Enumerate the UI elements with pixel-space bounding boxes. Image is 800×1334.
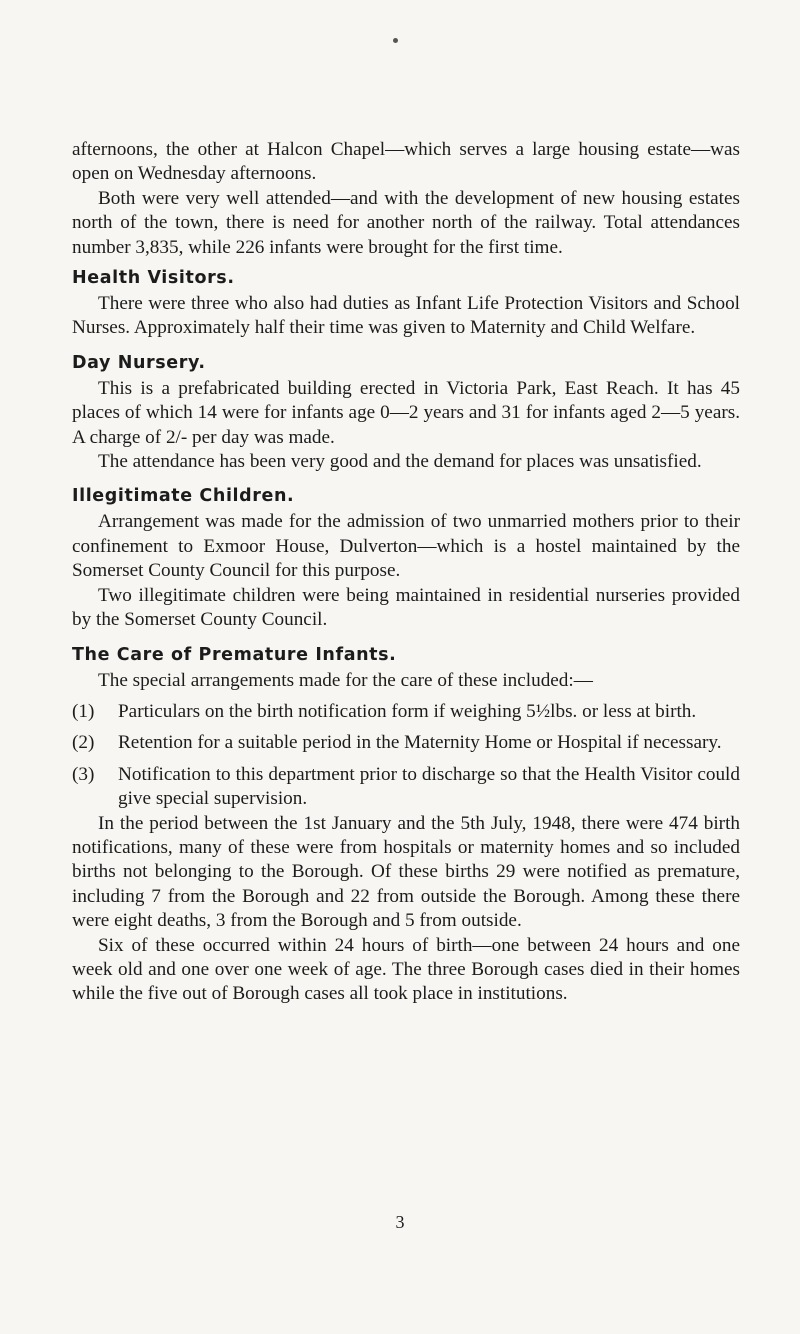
- list-item-text: Retention for a suitable period in the Maternity Home or Hospital if necessary.: [118, 732, 722, 754]
- list-item-number: (2): [72, 732, 95, 754]
- illegitimate-paragraph-2: Two illegitimate children were being maintained in residential nurseries provided by the Somerset County Council.: [72, 584, 740, 631]
- list-item-text: Particulars on the birth notification form if weighing 5½lbs. or less at birth.: [118, 700, 697, 722]
- heading-day-nursery: Day Nursery.: [72, 352, 206, 373]
- health-visitors-paragraph: There were three who also had duties as Infant Life Protection Visitors and School Nurses. Approximately half their time was given to Maternity and Child Welfare.: [72, 293, 740, 339]
- heading-health-visitors: Health Visitors.: [72, 268, 235, 289]
- document-page: [72, 138, 740, 1007]
- day-nursery-paragraph-2: The attendance has been very good and the demand for places was unsatisfied.: [98, 451, 702, 473]
- premature-intro: The special arrangements made for the care of these included:—: [98, 669, 593, 691]
- list-item-number: (3): [72, 763, 95, 785]
- day-nursery-paragraph-1: This is a prefabricated building erected in Victoria Park, East Reach. It has 45 places of which 14 were for infants age 0—2 years and 31 for infants aged 2—5 years. A charge of 2/- per day was made.: [72, 377, 740, 448]
- premature-paragraph-2: Six of these occurred within 24 hours of birth—one between 24 hours and one week old and one over one week of age. The three Borough cases died in their homes while the five out of Borough cases all took place in institutions.: [72, 934, 740, 1005]
- list-item: [72, 731, 740, 755]
- heading-premature-infants: The Care of Premature Infants.: [72, 644, 397, 665]
- list-item-number: (1): [72, 700, 95, 722]
- intro-paragraph-1: afternoons, the other at Halcon Chapel—which serves a large housing estate—was open on Wednesday afternoons.: [72, 139, 740, 185]
- page-number: 3: [395, 1212, 405, 1232]
- illegitimate-paragraph-1: Arrangement was made for the admission of two unmarried mothers prior to their confinement to Exmoor House, Dulverton—which is a hostel maintained by the Somerset County Council for this purpose.: [72, 511, 740, 582]
- heading-illegitimate-children: Illegitimate Children.: [72, 486, 295, 507]
- intro-paragraph-2: Both were very well attended—and with the development of new housing estates north of the town, there is need for another north of the railway. Total attendances number 3,835, while 226 infants were brought for the first time.: [72, 187, 740, 258]
- list-item: [72, 763, 740, 812]
- premature-paragraph-1: In the period between the 1st January and the 5th July, 1948, there were 474 birth notifications, many of these were from hospitals or maternity homes and so included births not belonging to the Borough. Of these births 29 were notified as premature, including 7 from the Borough and 22 from outside the Borough. Among these there were eight deaths, 3 from the Borough and 5 from outside.: [72, 812, 740, 932]
- list-item-text: Notification to this department prior to discharge so that the Health Visitor could give special supervision.: [118, 763, 740, 810]
- stray-mark: [393, 38, 398, 43]
- list-item: [72, 700, 740, 724]
